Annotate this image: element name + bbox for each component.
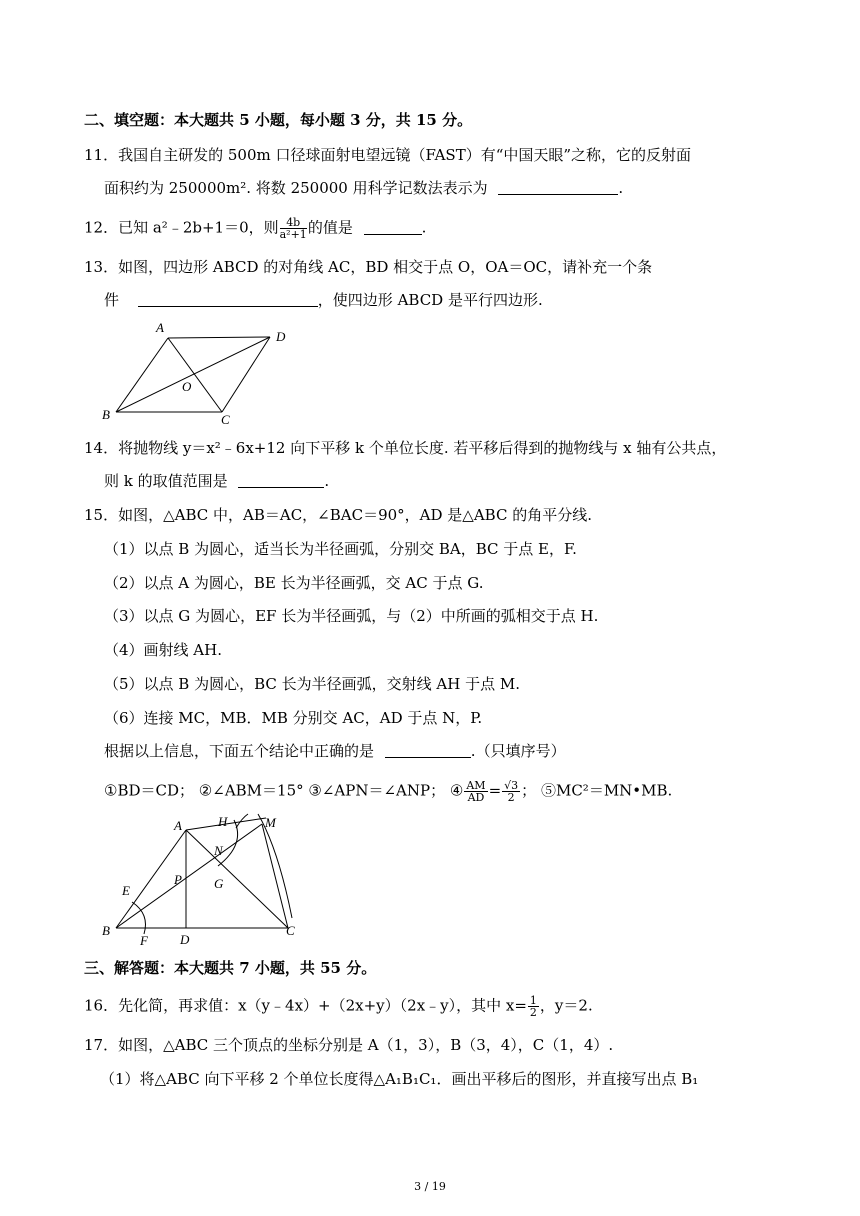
- q14-line1: [84, 438, 726, 458]
- conclusion-2-mark: ②: [198, 781, 213, 800]
- figure-13-quadrilateral: [96, 316, 306, 428]
- q15-step-2: （2）以点 A 为圆心，BE 长为半径画弧，交 AC 于点 G.: [104, 574, 484, 592]
- c4-rden: 2: [507, 791, 515, 804]
- conclusion-3-mark: ③: [308, 781, 322, 800]
- conclusion-3: ∠APN＝∠ANP；: [321, 781, 446, 800]
- q13-text-2b: ，使四边形 ABCD 是平行四边形.: [317, 291, 543, 309]
- conclusion-1: BD＝CD；: [117, 781, 195, 800]
- arc-EF: [132, 902, 146, 934]
- label-H: H: [218, 814, 228, 829]
- q14-text-1: 将抛物线 y＝x²﹣6x+12 向下平移 k 个单位长度. 若平移后得到的抛物线与 x 轴有公共点，: [118, 439, 727, 457]
- label-A: A: [156, 320, 164, 335]
- label-G: G: [214, 876, 224, 891]
- q15-ask-line: [104, 741, 566, 761]
- q12-line: [84, 217, 426, 240]
- q17-text-1: 如图，△ABC 三个顶点的坐标分别是 A（1，3），B（3，4），C（1，4）.: [118, 1036, 614, 1054]
- q13-line1: [84, 257, 652, 277]
- diagonal-BD: [116, 337, 270, 412]
- q12-number: 12．: [84, 218, 119, 237]
- q15-ask-post: .（只填序号）: [470, 742, 566, 760]
- q15-step-4: （4）画射线 AH.: [104, 641, 222, 659]
- label-C: C: [286, 923, 295, 938]
- q11-answer-blank[interactable]: [498, 180, 618, 195]
- q15-conclusions: [104, 780, 672, 803]
- q14-text-2: 则 k 的取值范围是: [104, 472, 228, 490]
- conclusion-4-frac-right: [502, 780, 520, 803]
- conclusion-4-frac-left: [464, 780, 487, 803]
- q16-frac-num: 1: [529, 994, 537, 1007]
- label-D: D: [180, 932, 190, 947]
- q11-number: 11．: [84, 146, 119, 164]
- q16-frac-den: 2: [529, 1006, 537, 1019]
- c4-end: ；: [521, 781, 537, 800]
- q15-step-3: （3）以点 G 为圆心，EF 长为半径画弧，与（2）中所画的弧相交于点 H.: [104, 607, 599, 625]
- q17-number: 17．: [84, 1036, 119, 1054]
- q14-answer-blank[interactable]: [238, 473, 324, 488]
- q15-text-1: 如图，△ABC 中，AB＝AC，∠BAC＝90°，AD 是△ABC 的角平分线.: [118, 506, 592, 524]
- label-C: C: [221, 412, 230, 427]
- q14-line2: [104, 471, 329, 491]
- q16-fraction: [528, 995, 539, 1018]
- label-O: O: [182, 379, 192, 394]
- section-3-header: 三、解答题：本大题共 7 小题，共 55 分。: [84, 959, 377, 977]
- q13-text-2a: 件: [104, 291, 120, 309]
- q15-step-6: （6）连接 MC，MB．MB 分别交 AC，AD 于点 N，P.: [104, 709, 483, 727]
- q12-end: .: [421, 218, 427, 237]
- page-number: 3 / 19: [414, 1180, 446, 1193]
- q12-frac-num: 4b: [280, 217, 307, 229]
- q17-line2: （1）将△ABC 向下平移 2 个单位长度得△A₁B₁C₁．画出平移后的图形，并直接写出点 B₁: [100, 1070, 699, 1088]
- label-A: A: [174, 818, 182, 833]
- q11-text-2: 面积约为 250000m². 将数 250000 用科学记数法表示为: [104, 179, 488, 197]
- q16-number: 16．: [84, 996, 119, 1015]
- conclusion-5: MC²＝MN•MB.: [555, 781, 673, 800]
- figure-15-construction: [96, 808, 316, 950]
- q15-line1: [84, 505, 592, 525]
- q15-number: 15．: [84, 506, 119, 524]
- q16-pre: 先化简，再求值：x（y﹣4x）+（2x+y）（2x﹣y），其中 x=: [118, 996, 527, 1015]
- q12-post: 的值是: [307, 218, 353, 237]
- q15-step-5: （5）以点 B 为圆心，BC 长为半径画弧，交射线 AH 于点 M.: [104, 675, 520, 693]
- q13-text-1: 如图，四边形 ABCD 的对角线 AC，BD 相交于点 O，OA＝OC，请补充一个条: [118, 258, 653, 276]
- label-B: B: [102, 923, 110, 938]
- segment-MC: [262, 824, 288, 928]
- label-P: P: [174, 872, 182, 887]
- q13-number: 13．: [84, 258, 119, 276]
- q15-step-1: （1）以点 B 为圆心，适当长为半径画弧，分别交 BA，BC 于点 E，F.: [104, 540, 577, 558]
- q12-answer-blank[interactable]: [364, 220, 422, 235]
- label-E: E: [122, 883, 130, 898]
- diagonal-AC: [168, 338, 222, 412]
- c4-num: AM: [466, 779, 486, 792]
- q11-line1: [84, 145, 691, 165]
- edge-BA: [116, 338, 168, 412]
- c4-rnum: √3: [504, 779, 519, 792]
- q13-line2: [104, 290, 543, 310]
- q15-answer-blank[interactable]: [385, 743, 471, 758]
- segment-MB: [116, 824, 262, 928]
- q14-end: .: [324, 472, 330, 490]
- q12-pre: 已知 a²﹣2b+1＝0，则: [118, 218, 279, 237]
- conclusion-2: ∠ABM＝15°: [212, 781, 304, 800]
- label-N: N: [214, 843, 223, 858]
- q17-line1: [84, 1035, 613, 1055]
- c4-den: AD: [467, 791, 485, 804]
- label-F: F: [140, 933, 148, 948]
- c4-eq: =: [488, 781, 502, 800]
- edge-AD: [168, 337, 270, 338]
- conclusion-5-mark: ⑤: [540, 781, 556, 800]
- q14-number: 14．: [84, 439, 119, 457]
- q13-answer-blank[interactable]: [138, 292, 318, 307]
- label-B: B: [102, 407, 110, 422]
- section-2-header: 二、填空题：本大题共 5 小题，每小题 3 分，共 15 分。: [84, 111, 473, 129]
- label-M: M: [265, 815, 276, 830]
- conclusion-4-mark: ④: [449, 781, 464, 800]
- q15-ask-pre: 根据以上信息，下面五个结论中正确的是: [104, 742, 375, 760]
- q11-text-1: 我国自主研发的 500m 口径球面射电望远镜（FAST）有“中国天眼”之称，它的反射面: [118, 146, 692, 164]
- q16-line: [84, 995, 593, 1018]
- q16-post: ，y＝2.: [539, 996, 593, 1015]
- q11-end: .: [618, 179, 624, 197]
- q11-line2: [104, 178, 623, 198]
- conclusion-1-mark: ①: [104, 781, 118, 800]
- label-D: D: [276, 329, 286, 344]
- q12-fraction: [280, 217, 307, 240]
- q12-frac-den: a²+1: [279, 228, 307, 241]
